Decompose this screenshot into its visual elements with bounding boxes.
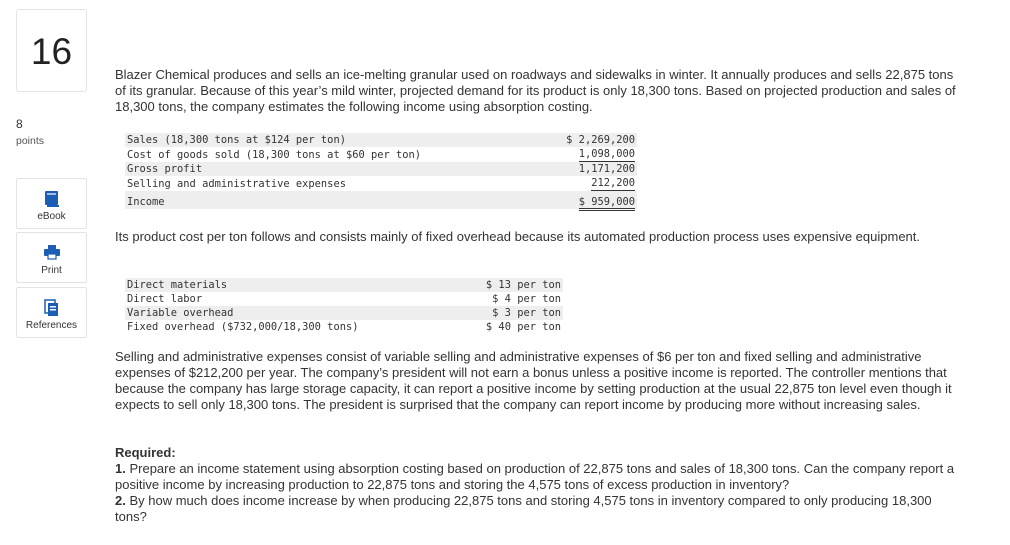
income-amount-cell bbox=[536, 191, 637, 209]
cost-amount: $ 13 per ton bbox=[453, 278, 563, 292]
required-heading: Required: bbox=[115, 445, 176, 460]
income-amount: 1,171,200 bbox=[536, 162, 637, 176]
book-icon bbox=[44, 190, 60, 208]
income-amount: $ 959,000 bbox=[579, 196, 635, 211]
table-row bbox=[125, 133, 637, 147]
income-amount: 1,098,000 bbox=[578, 148, 635, 160]
ebook-button[interactable] bbox=[16, 178, 87, 229]
income-label: Cost of goods sold (18,300 tons at $60 per ton) bbox=[127, 148, 422, 161]
print-button[interactable] bbox=[16, 232, 87, 283]
points-label: points bbox=[16, 135, 45, 147]
print-label: Print bbox=[41, 265, 62, 276]
income-amount: 212,200 bbox=[591, 177, 635, 189]
cost-label: Fixed overhead ($732,000/18,300 tons) bbox=[127, 321, 359, 333]
points-value: 8 bbox=[16, 117, 23, 131]
cost-amount: $ 4 per ton bbox=[492, 293, 561, 305]
table-row bbox=[125, 306, 563, 320]
table-row bbox=[125, 292, 563, 306]
table-row bbox=[125, 278, 563, 292]
table-row bbox=[125, 147, 637, 162]
income-label: Income bbox=[125, 191, 536, 209]
income-amount-cell bbox=[536, 147, 637, 162]
income-label: Sales (18,300 tons at $124 per ton) bbox=[125, 133, 536, 147]
item-number: 1. bbox=[115, 461, 126, 476]
required-item-1 bbox=[115, 461, 965, 493]
cost-label: Direct labor bbox=[127, 293, 203, 305]
income-label: Selling and administrative expenses bbox=[127, 177, 346, 190]
question-number: 16 bbox=[16, 9, 87, 92]
printer-icon bbox=[43, 244, 61, 260]
cost-label: Variable overhead bbox=[125, 306, 453, 320]
references-icon bbox=[44, 299, 60, 317]
ebook-label: eBook bbox=[37, 211, 66, 222]
income-amount: $ 2,269,200 bbox=[536, 133, 637, 147]
item-number: 2. bbox=[115, 493, 126, 508]
cost-table bbox=[125, 278, 563, 334]
item-text: Prepare an income statement using absorption costing based on production of 22,875 tons and sales of 18,300 tons. Can the company report a positive income by increasing production to 22,875 tons and storing the 4,575 tons of excess production in inventory? bbox=[115, 461, 955, 492]
table-row bbox=[125, 176, 637, 191]
table-row bbox=[125, 191, 637, 209]
required-section bbox=[115, 445, 965, 525]
cost-amount: $ 3 per ton bbox=[453, 306, 563, 320]
income-amount-cell bbox=[536, 176, 637, 191]
references-label: References bbox=[25, 320, 78, 331]
details-paragraph: Selling and administrative expenses consist of variable selling and administrative expenses of $6 per ton and fixed selling and administrative expenses of $212,200 per year. The company’s president will not earn a bonus unless a positive income is reported. The controller mentions that because the company has large storage capacity, it can report a positive income by setting production at the usual 22,875 ton level even though it expects to sell only 18,300 tons. The president is surprised that the company can report income by producing more without increasing sales. bbox=[115, 349, 952, 412]
product-cost-paragraph: Its product cost per ton follows and consists mainly of fixed overhead because its automated production process uses expensive equipment. bbox=[115, 229, 921, 244]
references-button[interactable] bbox=[16, 287, 87, 338]
table-row bbox=[125, 320, 563, 334]
income-label: Gross profit bbox=[125, 162, 536, 176]
required-item-2 bbox=[115, 493, 965, 525]
intro-paragraph: Blazer Chemical produces and sells an ice-melting granular used on roadways and sidewalks in winter. It annually produces and sells 22,875 tons of its granular. Because of this year’s mild winter, projected demand for its product is only 18,300 tons. Based on projected production and sales of 18,300 tons, the company estimates the following income using absorption costing. bbox=[115, 67, 956, 114]
table-row bbox=[125, 162, 637, 176]
cost-amount: $ 40 per ton bbox=[485, 321, 561, 333]
income-table bbox=[125, 133, 637, 209]
item-text: By how much does income increase by when producing 22,875 tons and storing 4,575 tons in inventory compared to only producing 18,300 tons? bbox=[115, 493, 932, 524]
cost-label: Direct materials bbox=[125, 278, 453, 292]
